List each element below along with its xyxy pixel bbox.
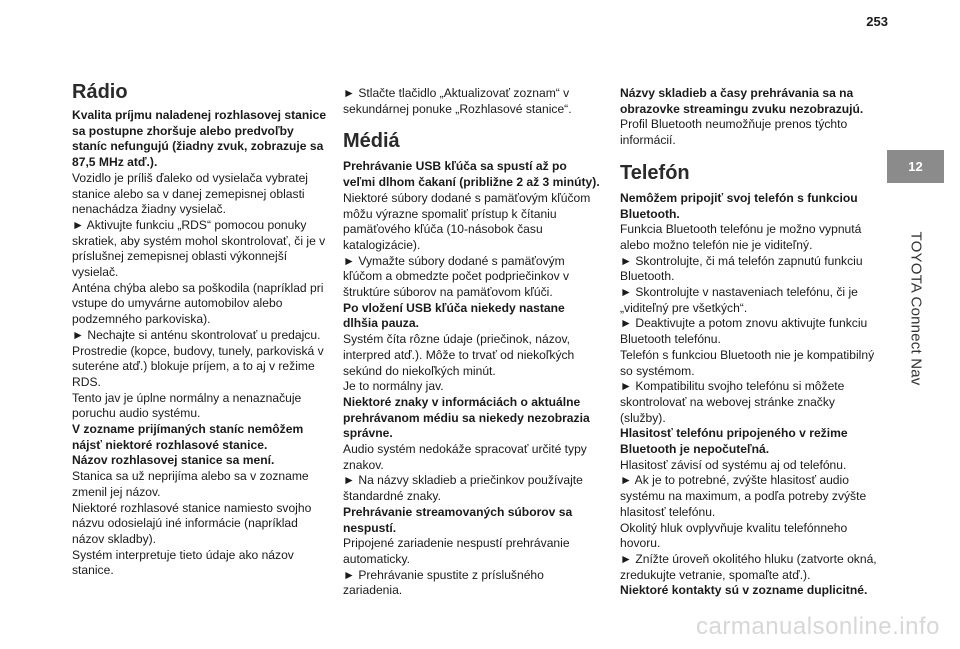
body-paragraph: Okolitý hluk ovplyvňuje kvalitu telefónneho hovoru. — [620, 520, 848, 551]
chapter-number: 12 — [908, 159, 923, 174]
question-heading: Prehrávanie USB kľúča sa spustí až po veľmi dlhom čakaní (približne 2 až 3 minúty). — [343, 159, 600, 190]
body-paragraph: Profil Bluetooth neumožňuje prenos týchto informácií. — [620, 117, 848, 148]
body-paragraph: Systém interpretuje tieto údaje ako názov stanice. — [72, 547, 294, 578]
question-heading: Po vložení USB kľúča niekedy nastane dlhšia pauza. — [343, 300, 565, 331]
question-heading: Názvy skladieb a časy prehrávania sa na obrazovke streamingu zvuku nezobrazujú. — [620, 86, 864, 116]
media-body — [343, 159, 601, 599]
question-heading: V zozname prijímaných staníc nemôžem nájsť niektoré rozhlasové stanice. — [72, 422, 304, 452]
body-paragraph: Anténa chýba alebo sa poškodila (napríklad pri vstupe do umyvárne automobilov alebo podzemného parkoviska). — [72, 280, 324, 327]
body-paragraph: ► Znížte úroveň okolitého hluku (zatvorte okná, zredukujte vetranie, spomaľte atď.). — [620, 551, 877, 582]
question-heading: Hlasitosť telefónu pripojeného v režime Bluetooth je nepočuteľná. — [620, 426, 848, 457]
section-title-radio: Rádio — [72, 81, 128, 103]
phone-intro — [620, 86, 878, 149]
question-heading: Niektoré znaky v informáciách o aktuálne prehrávanom médiu sa niekedy nezobrazia správne. — [343, 394, 590, 441]
phone-body — [620, 191, 878, 599]
body-paragraph: ► Skontrolujte v nastaveniach telefónu, či je „viditeľný pre všetkých“. — [620, 285, 858, 315]
chapter-label: TOYOTA Connect Nav — [907, 231, 925, 386]
page-number: 253 — [866, 14, 888, 29]
body-paragraph: Systém číta rôzne údaje (priečinok, názov, interpred atď.). Môže to trvať od niekoľkých sekúnd do niekoľkých minút. — [343, 332, 575, 378]
body-paragraph: Je to normálny jav. — [343, 379, 444, 394]
body-paragraph: Funkcia Bluetooth telefónu je možno vypnutá alebo možno telefón nie je viditeľný. — [620, 222, 862, 252]
question-heading: Kvalita príjmu naladenej rozhlasovej stanice sa postupne zhoršuje alebo predvoľby staníc nefungujú (žiadny zvuk, zobrazuje sa 87,5 MHz atď.). — [72, 108, 327, 170]
body-paragraph: ► Stlačte tlačidlo „Aktualizovať zoznam“ v sekundárnej ponuke „Rozhlasové stanice“. — [343, 86, 572, 116]
body-paragraph: ► Ak je to potrebné, zvýšte hlasitosť audio systému na maximum, a podľa potreby zvýšte hlasitosť telefónu. — [620, 473, 867, 519]
column-radio — [72, 80, 328, 579]
body-paragraph: ► Aktivujte funkciu „RDS“ pomocou ponuky skratiek, aby systém mohol skontrolovať, či je v príslušnej zemepisnej oblasti výkonnejší vysielač. — [72, 217, 326, 280]
body-paragraph: Telefón s funkciou Bluetooth nie je kompatibilný so systémom. — [620, 347, 875, 378]
body-paragraph: Vozidlo je príliš ďaleko od vysielača vybratej stanice alebo sa v danej zemepisnej oblasti nenachádza žiadny vysielač. — [72, 170, 308, 217]
body-paragraph: Hlasitosť závisí od systému aj od telefónu. — [620, 457, 847, 472]
section-title-media: Médiá — [343, 130, 400, 153]
chapter-label-container — [890, 190, 942, 440]
body-paragraph: ► Skontrolujte, či má telefón zapnutú funkciu Bluetooth. — [620, 253, 863, 284]
chapter-tab — [887, 150, 944, 183]
column-media — [343, 86, 601, 599]
body-paragraph: ► Prehrávanie spustite z príslušného zariadenia. — [343, 567, 544, 598]
body-paragraph: ► Na názvy skladieb a priečinkov používajte štandardné znaky. — [343, 473, 583, 504]
body-paragraph: Niektoré súbory dodané s pamäťovým kľúčom môžu výrazne spomaliť prístup k čítaniu pamäťového kľúča (10-násobok času katalogizácie). — [343, 190, 591, 252]
radio-body — [72, 108, 328, 579]
body-paragraph: Tento jav je úplne normálny a nenaznačuje poruchu audio systému. — [72, 390, 302, 421]
media-intro — [343, 86, 601, 117]
body-paragraph: Niektoré rozhlasové stanice namiesto svojho názvu odosielajú iné informácie (napríklad názov skladby). — [72, 500, 312, 546]
question-heading: Názov rozhlasovej stanice sa mení. — [72, 453, 275, 468]
section-title-phone: Telefón — [620, 161, 690, 184]
question-heading: Niektoré kontakty sú v zozname duplicitné. — [620, 583, 868, 598]
body-paragraph: Pripojené zariadenie nespustí prehrávanie automaticky. — [343, 536, 570, 566]
body-paragraph: ► Nechajte si anténu skontrolovať u predajcu. — [72, 327, 321, 342]
body-paragraph: ► Kompatibilitu svojho telefónu si môžete skontrolovať na webovej stránke značky (služby). — [620, 379, 845, 425]
question-heading: Prehrávanie streamovaných súborov sa nespustí. — [343, 504, 573, 535]
watermark: carmanualsonline.info — [696, 613, 940, 640]
column-phone — [620, 86, 878, 599]
body-paragraph: Stanica sa už neprijíma alebo sa v zozname zmenil jej názov. — [72, 469, 309, 499]
body-paragraph: ► Vymažte súbory dodané s pamäťovým kľúčom a obmedzte počet podpriečinkov v štruktúre súborov na pamäťovom kľúči. — [343, 253, 570, 300]
body-paragraph: Audio systém nedokáže spracovať určité typy znakov. — [343, 442, 587, 472]
question-heading: Nemôžem pripojiť svoj telefón s funkciou Bluetooth. — [620, 190, 858, 221]
body-paragraph: ► Deaktivujte a potom znovu aktivujte funkciu Bluetooth telefónu. — [620, 316, 868, 347]
body-paragraph: Prostredie (kopce, budovy, tunely, parkoviská v suteréne atď.) blokuje príjem, a to aj v režime RDS. — [72, 343, 324, 389]
